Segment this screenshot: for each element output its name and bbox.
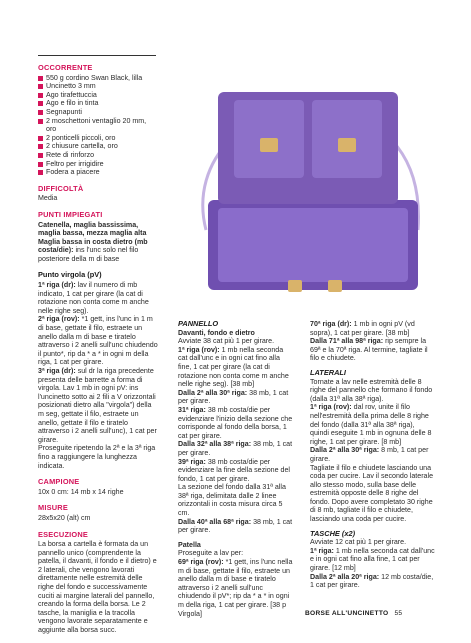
pannello-r39-text: 38 mb costa/die per evidenziare la fine della sezione del fondo, 1 cat per girare.: [178, 457, 290, 483]
pannello-r40-text: 38 mb, 1 cat per girare.: [178, 517, 293, 535]
pannello-intro: Avviate 38 cat più 1 per girare.: [178, 337, 275, 346]
tasche-r1-label: 1ª riga:: [310, 546, 334, 555]
pannello-r31-text: 38 mb costa/die per evidenziare l'inizio della sezione che corrisponde al fondo della borsa, 1 cat per girare.: [178, 405, 293, 440]
hook-left: [288, 280, 302, 292]
stitches-section: [38, 211, 158, 264]
page-footer: [305, 610, 455, 617]
laterali-r1-label: 1ª riga (rov):: [310, 403, 352, 412]
pannello-title: PANNELLO: [178, 319, 219, 328]
hook-right: [328, 280, 342, 292]
materials-item: 2 moschettoni ventaglio 20 mm, oro: [38, 117, 158, 134]
gauge-value: 10x 0 cm: 14 mb x 14 righe: [38, 487, 124, 496]
virgola-r2-text: *1 gett, ins l'unc in 1 m di base, gettate il filo, estraete un anello dalla m di base e tiratelo attraverso i 2 anelli sull'unc chiudendo il punto*, rip da * a * in ogni m della riga, 1 cat per girare.: [38, 315, 158, 367]
bag-photo: [178, 80, 443, 300]
materials-item: Segnapunti: [38, 108, 158, 117]
pannello-r1-text: 1 mb nella seconda cat dall'unc e in ogni cat fino alla fine, 1 cat per girare (la cat di rotazione non conta come m anche nelle righe seg). [38 mb]: [178, 345, 289, 389]
pannello-r40-label: Dalla 40ª alla 68ª riga:: [178, 517, 252, 526]
pannello-r32-text: 38 mb, 1 cat per girare.: [178, 440, 293, 457]
size-value: 28x5x20 (alt) cm: [38, 513, 91, 522]
materials-item: Rete di rinforzo: [38, 151, 158, 160]
materials-item: Ago tirafettuccia: [38, 91, 158, 100]
pannello-r2-label: Dalla 2ª alla 30ª riga:: [178, 388, 248, 397]
virgola-r2-label: 2ª riga (rov):: [38, 315, 80, 324]
difficulty-section: [38, 185, 158, 203]
gauge-heading: CAMPIONE: [38, 477, 80, 487]
size-section: [38, 504, 158, 522]
patella-intro: Proseguite a lav per:: [178, 549, 244, 558]
laterali-r2-label: Dalla 2ª alla 30ª riga:: [310, 446, 380, 455]
pannello-r39-label: 39ª riga:: [178, 457, 206, 466]
pannello-subtitle: Davanti, fondo e dietro: [178, 328, 255, 337]
left-column: [38, 64, 158, 643]
pannello-r1-label: 1ª riga (rov):: [178, 345, 220, 354]
execution-heading: ESECUZIONE: [38, 529, 89, 539]
laterali-title: LATERALI: [310, 367, 346, 377]
materials-list: [38, 74, 158, 177]
right-r71-label: Dalla 71ª alla 98ª riga:: [310, 337, 384, 346]
patella-title: Patella: [178, 540, 201, 549]
right-column: [310, 320, 435, 590]
pannello-fondo-text: La sezione del fondo dalla 31ª alla 38ª riga, delimitata dalle 2 linee orizzontali in costa misura circa 5 cm.: [178, 483, 286, 518]
difficulty-value: Media: [38, 194, 58, 203]
materials-item: Feltro per irrigidire: [38, 160, 158, 169]
tasche-r2-text: 12 mb costa/die, 1 cat per girare.: [310, 572, 434, 590]
virgola-section: [38, 271, 158, 470]
occorrente-heading: OCCORRENTE: [38, 63, 93, 72]
size-heading: MISURE: [38, 503, 68, 513]
mb-costa-title: Maglia bassa in costa dietro (mb costa/die):: [38, 237, 148, 255]
materials-item: Fodera a piacere: [38, 168, 158, 177]
pannello-r32-label: Dalla 32ª alla 38ª riga:: [178, 440, 252, 449]
tasche-title: TASCHE (x2): [310, 528, 356, 538]
clasp-left: [260, 138, 278, 152]
laterali-end-text: Tagliate il filo e chiudete lasciando una coda per cucire. Lav il secondo laterale allo stesso modo, sulla base delle estremità opposte delle 8 righe del fondo. Dopo avere completato 30 righe di 8 mb, tagliate il filo e chiudete, lasciando una coda per cucire.: [310, 463, 434, 524]
stitches-heading: PUNTI IMPIEGATI: [38, 209, 103, 219]
materials-item: 2 ponticelli piccoli, oro: [38, 134, 158, 143]
virgola-r3-label: 3ª riga (dr):: [38, 367, 76, 375]
gauge-section: [38, 478, 158, 496]
laterali-intro: Tornate a lav nelle estremità delle 8 righe del pannello che formano il fondo (dalla 31ª alla 38ª riga).: [310, 377, 433, 403]
tasche-r1-text: 1 mb nella seconda cat dall'unc e in ogni cat fino alla fine, 1 cat per girare. [12 mb]: [310, 546, 435, 573]
materials-item: Ago e filo in tinta: [38, 99, 158, 108]
virgola-r1-text: lav il numero di mb indicato, 1 cat per girare (la cat di rotazione non conta come m anche nelle righe seg).: [38, 281, 149, 315]
laterali-r1-text: dal rov, unite il filo nell'estremità della prima delle 8 righe del fondo (dalla 31ª alla 38ª riga), quindi eseguite 1 mb in ognuna delle 8 righe, 1 cat per girare. [8 mb]: [310, 403, 432, 446]
execution-section: [38, 531, 158, 635]
pannello-r31-label: 31ª riga:: [178, 405, 206, 414]
pannello-r2-text: 38 mb, 1 cat per girare.: [178, 388, 289, 406]
right-r70-label: 70ª riga (dr):: [310, 320, 352, 328]
top-rule: [38, 55, 156, 56]
mb-costa-text: ins l'unc solo nel filo posteriore della m di base: [38, 246, 139, 263]
middle-column: [178, 320, 293, 618]
pannello-r69-text: *1 gett, ins l'unc nella m di base, gettate il filo, estraete un anello dalla m di base e tiratelo attraverso i 2 anelli sull'unc chiudendo il pV*; rip da * a * in ogni m della riga, 1 cat per girare. [38 p Virgola]: [178, 558, 293, 618]
materials-item: 550 g cordino Swan Black, lilla: [38, 74, 158, 83]
tasche-r2-label: Dalla 2ª alla 20ª riga:: [310, 572, 380, 581]
right-r70-text: 1 mb in ogni pV (vd sopra), 1 cat per girare. [38 mb]: [310, 320, 415, 337]
virgola-r3-text: sul dr la riga precedente presenta delle barrette a forma di virgola. Lav 1 mb in ogni pV: ins l'uncinetto sotto ai 2 fili a V orizzontali posizionati dietro alla "virgola") della m seg, gettate il filo, estraete un anello, gettate il filo e tiratelo attraverso i 2 anelli sull'unc), 1 cat per girare.: [38, 367, 157, 444]
pannello-r69-label: 69ª riga (rov):: [178, 558, 224, 567]
difficulty-heading: DIFFICOLTÀ: [38, 183, 84, 193]
execution-text: La borsa a cartella è formata da un pannello unico (comprendente la patella, il davanti, il fondo e il dietro) e 2 laterali, che vengono lavorati direttamente nelle estremità delle righe del fondo e successivamente cuciti ai margine laterali del pannello, creando la forma della borsa. Le 2 tasche, la maniglia e la tracolla vengono lavorate separatamente e aggiunte alla borsa succ.: [38, 540, 157, 635]
clasp-right: [338, 138, 356, 152]
virgola-title: Punto virgola (pV): [38, 270, 102, 280]
virgola-repeat: Proseguite ripetendo la 2ª e la 3ª riga fino a raggiungere la lunghezza indicata.: [38, 444, 156, 470]
materials-item: Uncinetto 3 mm: [38, 82, 158, 91]
stitches-list: Catenella, maglia bassissima, maglia bassa, mezza maglia alta: [38, 220, 147, 238]
footer-title: BORSE ALL'UNCINETTO: [305, 610, 389, 617]
page-number: 55: [394, 610, 403, 617]
laterali-r2-text: 8 mb, 1 cat per girare.: [310, 446, 429, 463]
right-r71-text: rip sempre la 69ª e la 70ª riga. Al termine, tagliate il filo e chiudete.: [310, 337, 428, 363]
virgola-r1-label: 1ª riga (dr):: [38, 281, 76, 290]
materials-item: 2 chiusure cartella, oro: [38, 142, 158, 151]
tasche-intro: Avviate 12 cat più 1 per girare.: [310, 538, 407, 547]
